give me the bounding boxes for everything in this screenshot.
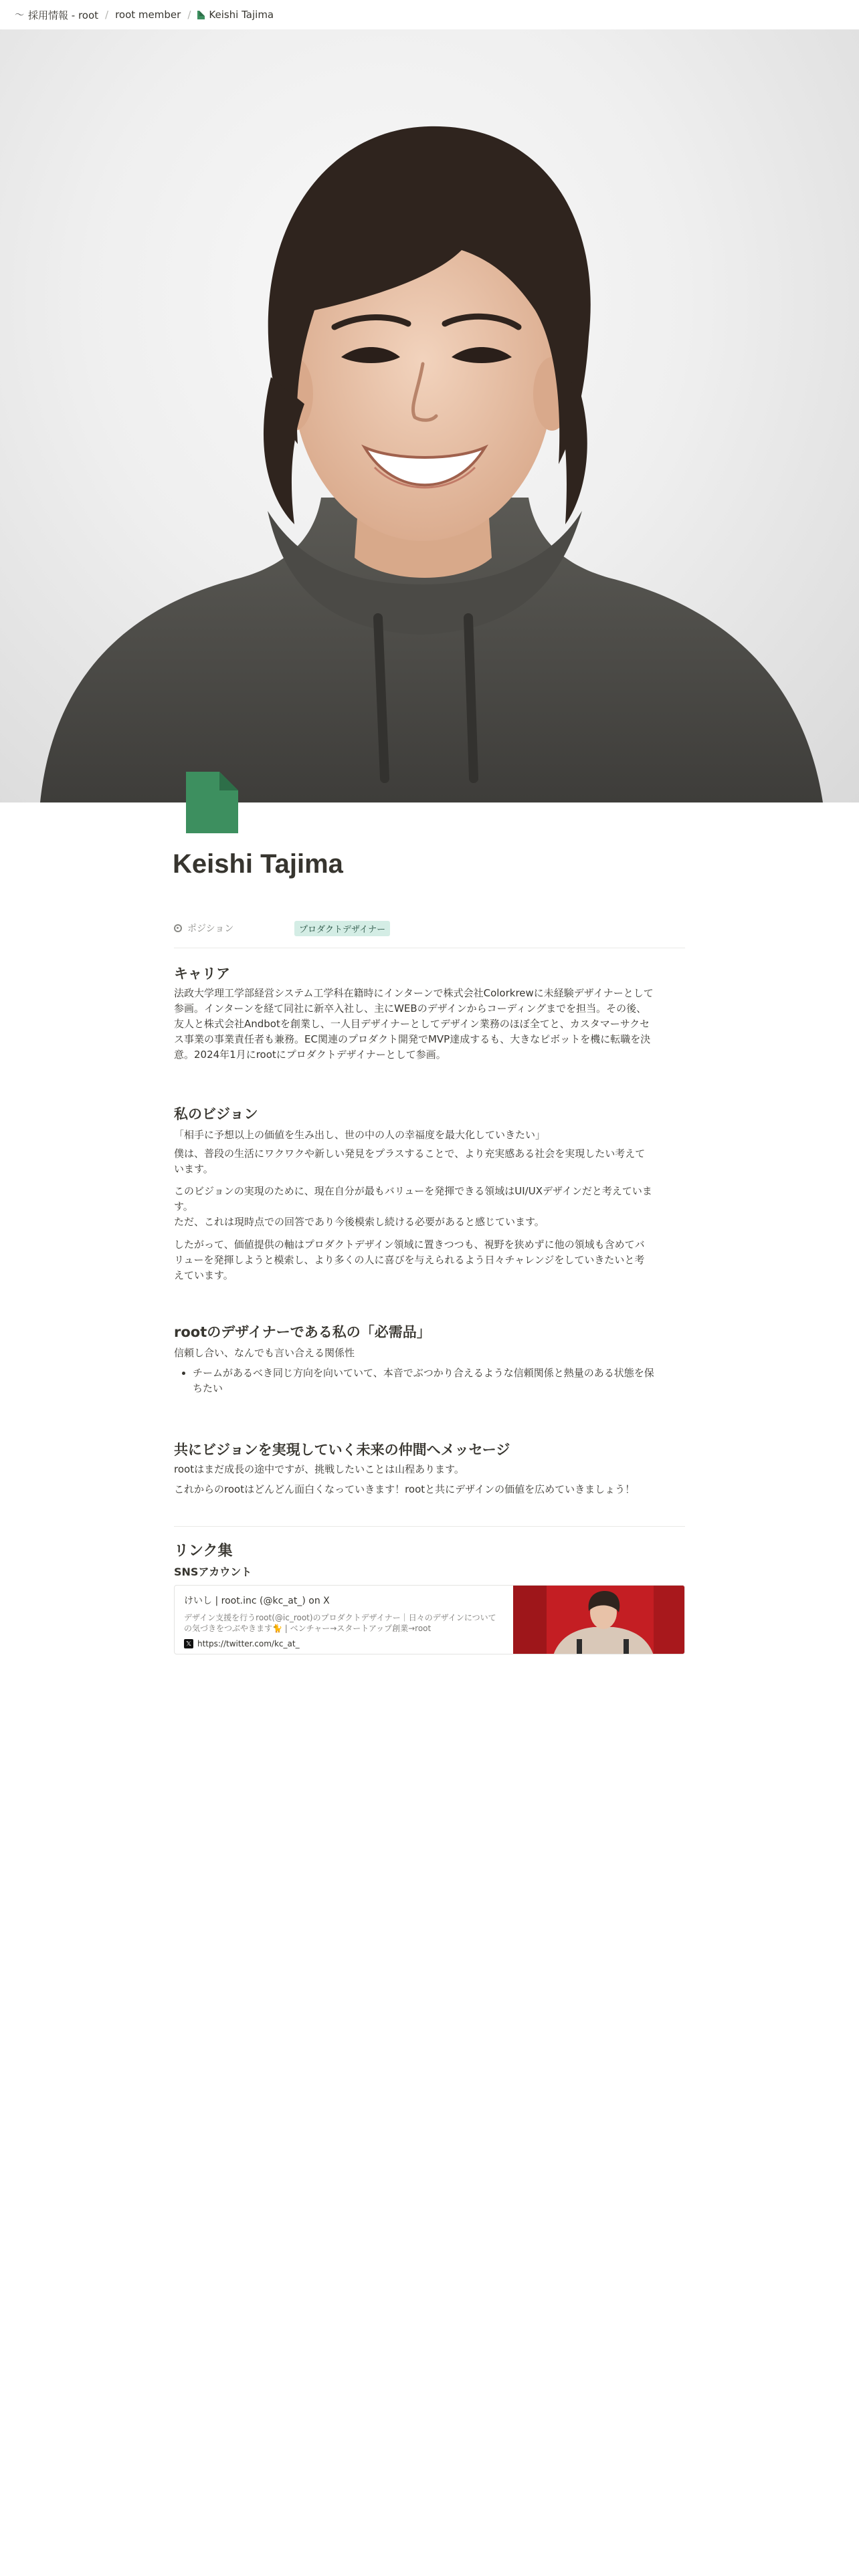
twitter-bookmark-card[interactable]	[174, 1585, 685, 1654]
heading-message: 共にビジョンを実現していく未来の仲間へメッセージ	[174, 1442, 510, 1458]
text-line: す。	[174, 1200, 193, 1212]
list-item	[193, 1366, 704, 1396]
career-text	[174, 986, 685, 1063]
heading-career: キャリア	[174, 966, 230, 982]
text-line: このビジョンの実現のために、現在自分が最もバリューを発揮できる領域はUI/UXデザインだと考えていま	[174, 1185, 652, 1197]
vision-paragraph-3	[174, 1237, 685, 1283]
vision-quote: 「相手に予想以上の価値を生み出し、世の中の人の幸福度を最大化していきたい」	[174, 1129, 546, 1141]
heading-links: リンク集	[174, 1543, 233, 1560]
page-title: Keishi Tajima	[173, 849, 343, 879]
heading-vision: 私のビジョン	[174, 1106, 258, 1122]
text-line: 友人と株式会社Andbotを創業し、一人目デザイナーとしてデザイン業務のほぼ全てと、カスタマーサクセ	[174, 1018, 650, 1030]
text-line: • チームがあるべき同じ方向を向いていて、本音でぶつかり合えるような信頼関係と熱量のある状態を保	[193, 1367, 654, 1379]
property-key-label: ポジション	[187, 924, 234, 934]
text-line: 僕は、普段の生活にワクワクや新しい発見をプラスすることで、より充実感ある社会を実現したい考えて	[174, 1148, 646, 1160]
text-line: ただ、これは現時点での回答であり今後模索し続ける必要があると感じています。	[174, 1216, 545, 1228]
bookmark-url-row	[184, 1639, 504, 1648]
page-icon	[197, 11, 205, 19]
portrait-illustration	[0, 29, 859, 802]
thumbnail-illustration	[513, 1586, 684, 1654]
text-line: 意。2024年1月にrootにプロダクトデザイナーとして参画。	[174, 1049, 446, 1061]
breadcrumb-item-current[interactable]	[193, 7, 278, 22]
essentials-list	[174, 1366, 704, 1396]
x-logo-icon: 𝕏	[184, 1639, 193, 1648]
divider	[174, 1526, 685, 1527]
text-line: えています。	[174, 1269, 233, 1281]
bookmark-text	[175, 1586, 513, 1654]
breadcrumb-separator: /	[105, 9, 109, 21]
text-line: リューを発揮しようと模索し、より多くの人に喜びを与えられるよう日々チャレンジをしていきたいと考	[174, 1254, 645, 1266]
text-line: したがって、価値提供の軸はプロダクトデザイン領域に置きつつも、視野を狭めずに他の領域も含めてバ	[174, 1239, 645, 1251]
heading-essentials: rootのデザイナーである私の「必需品」	[174, 1324, 431, 1340]
bookmark-url: https://twitter.com/kc_at_	[197, 1639, 300, 1648]
breadcrumb	[0, 0, 859, 29]
text-line: 参画。インターンを経て同社に新卒入社し、主にWEBのデザインからコーディングまでを担当。その後、	[174, 1002, 647, 1014]
breadcrumb-label: 採用情報 - root	[28, 9, 99, 21]
bookmark-description: デザイン支援を行うroot(@ic_root)のプロダクトデザイナー｜日々のデザインについての気づきをつぶやきます🐈 | ベンチャー→スタートアップ創業→root	[184, 1613, 496, 1633]
position-tag[interactable]: プロダクトデザイナー	[294, 921, 390, 936]
message-paragraph-2: これからのrootはどんどん面白くなっていきます！rootと共にデザインの価値を広めていきましょう！	[174, 1483, 636, 1495]
breadcrumb-item-members[interactable]	[111, 7, 185, 22]
essentials-text: 信頼し合い、なんでも言い合える関係性	[174, 1347, 355, 1359]
property-row[interactable]	[174, 919, 685, 938]
text-line: 法政大学理工学部経営システム工学科在籍時にインターンで株式会社Colorkrewに未経験デザイナーとして	[174, 987, 654, 999]
text-line: ス事業の事業責任者も兼務。EC関連のプロダクト開発でMVP達成するも、大きなピボットを機に転職を決	[174, 1033, 651, 1045]
heading-sns: SNSアカウント	[174, 1566, 252, 1578]
bookmark-title: けいし | root.inc (@kc_at_) on X	[184, 1596, 330, 1606]
breadcrumb-label: Keishi Tajima	[209, 9, 274, 21]
tilde-icon: 〜	[15, 10, 24, 21]
bookmark-thumbnail	[513, 1586, 684, 1654]
vision-paragraph-1	[174, 1146, 685, 1177]
select-property-icon	[174, 924, 182, 932]
page-icon	[186, 772, 238, 833]
cover-image	[0, 29, 859, 802]
breadcrumb-label: root member	[115, 9, 181, 21]
text-line: います。	[174, 1163, 213, 1175]
text-line: ちたい	[193, 1382, 223, 1394]
vision-paragraph-2	[174, 1184, 685, 1230]
breadcrumb-item-recruit[interactable]	[11, 7, 102, 23]
property-key	[174, 922, 294, 935]
message-paragraph-1: rootはまだ成長の途中ですが、挑戦したいことは山程あります。	[174, 1463, 464, 1475]
breadcrumb-separator: /	[187, 9, 191, 21]
